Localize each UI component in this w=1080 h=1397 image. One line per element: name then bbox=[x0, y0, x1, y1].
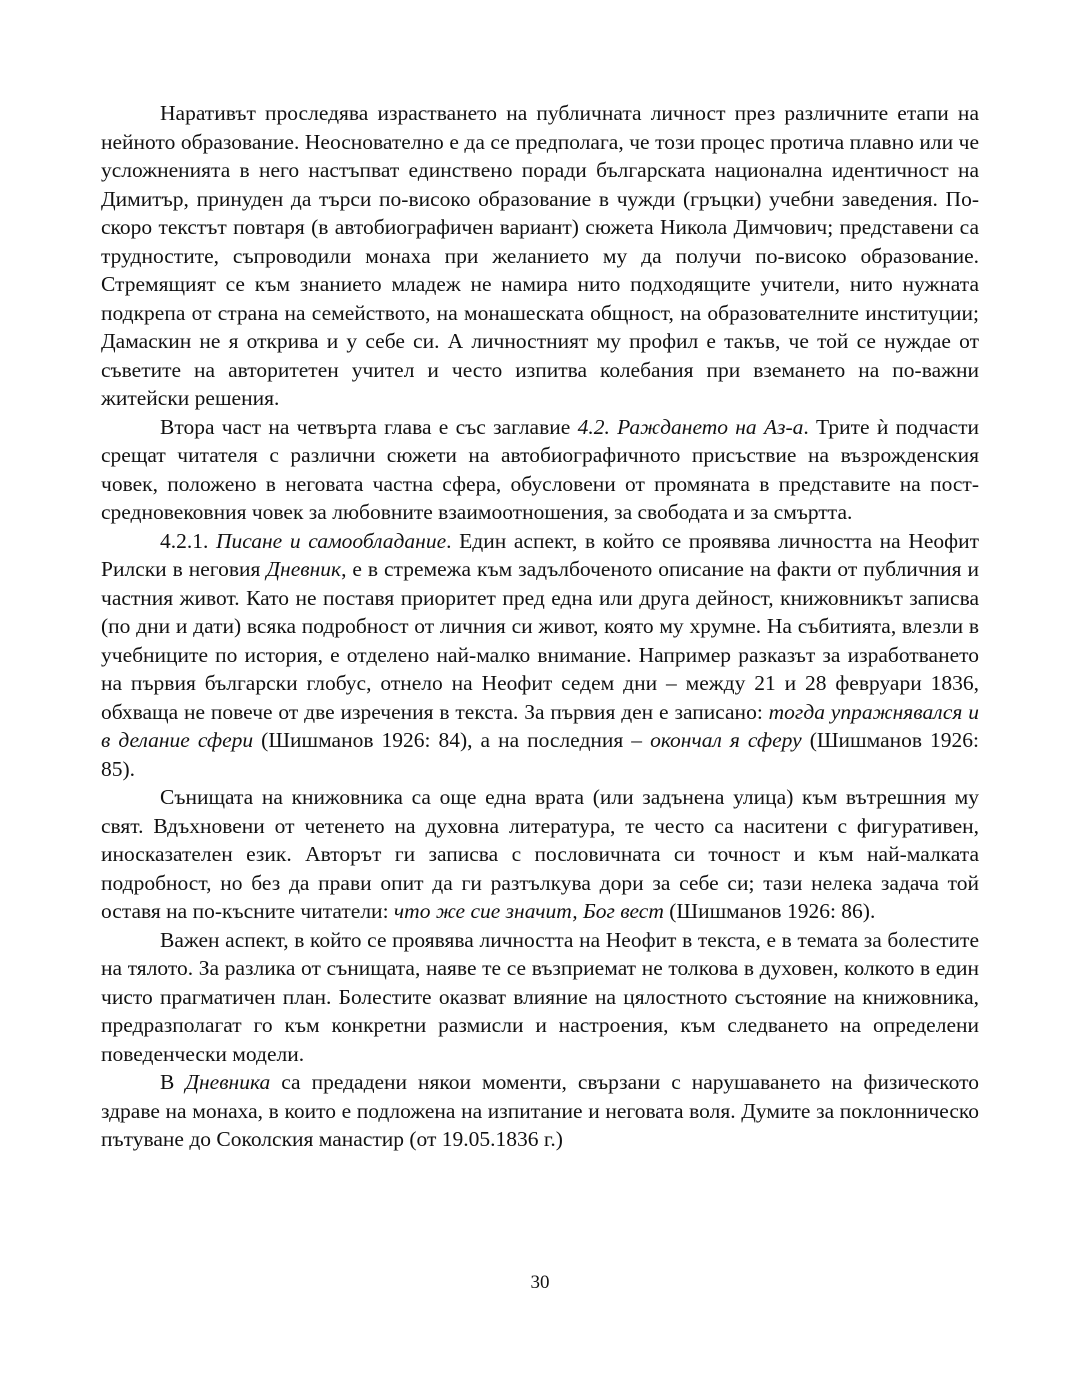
paragraph-6 bbox=[101, 1068, 979, 1154]
paragraph-1 bbox=[101, 99, 979, 413]
document-body bbox=[101, 99, 979, 1154]
paragraph-6-text-b: са предадени някои моменти, свързани с нарушаването на физическото здраве на монаха, в които е подложена на изпитание и неговата воля. Думите за поклонническо пътуване до Соколския манастир (от 19.05.1836 г.) bbox=[101, 1070, 979, 1151]
page-number: 30 bbox=[530, 1272, 550, 1293]
section-title-italic: Писане и самообладание bbox=[216, 528, 447, 553]
quote-italic-2: окончал я сферу bbox=[650, 728, 802, 752]
diary-title-italic-2: Дневника bbox=[185, 1070, 271, 1094]
diary-title-italic: Дневник bbox=[266, 557, 342, 581]
paragraph-2-text-b: . Трите ѝ подчасти срещат читателя с различни сюжети на автобиографичното присъствие на възрожденския човек, положено в неговата частна сфера, обусловени от промяната в представите на пост-средновековния човек за любовните взаимоотношения, за свободата и за смъртта. bbox=[101, 414, 979, 524]
paragraph-4-text-b: (Шишманов 1926: 86). bbox=[663, 899, 876, 923]
chapter-title-italic: 4.2. Раждането на Аз-а bbox=[577, 414, 804, 439]
paragraph-3 bbox=[101, 527, 979, 784]
quote-italic-1: тогда упражнявался и в делание сфери bbox=[101, 699, 979, 752]
paragraph-3-text-e: (Шишманов 1926: 85). bbox=[101, 728, 979, 781]
paragraph-3-text-a: 4.2.1. bbox=[160, 528, 216, 553]
paragraph-2-text-a: Втора част на четвърта глава е със заглавие bbox=[160, 414, 578, 439]
paragraph-3-text-d: (Шишманов 1926: 84), а на последния – bbox=[253, 728, 651, 752]
paragraph-3-text-c: , е в стремежа към задълбоченото описание на факти от публичния и частния живот. Като не поставя приоритет пред една или друга дейност, книжовникът записва (по дни и дати) всяка подробност от личния си живот, която му хрумне. На събитията, влезли в учебниците по история, е отделено най-малко внимание. Например разказът за изработването на първия български глобус, отнело на Неофит седем дни – между 21 и 28 февруари 1836, обхваща не повече от две изречения в текста. За първия ден е записано: bbox=[101, 557, 979, 724]
paragraph-6-text-a: В bbox=[160, 1070, 186, 1094]
paragraph-5 bbox=[101, 926, 979, 1069]
paragraph-4-text-a: Сънищата на книжовника са още една врата (или задънена улица) към вътрешния му свят. Вдъхновени от четенето на духовна литература, те често са наситени с фигуративен, иносказателен език. Авторът ги записва с пословичната си точност и към най-малката подробност, но без да прави опит да ги разтълкува дори за себе си; тази нелека задача той оставя на по-късните читатели: bbox=[101, 785, 979, 923]
paragraph-1-text: Наративът проследява израстването на публичната личност през различните етапи на нейното образование. Неоснователно е да се предполага, че този процес протича плавно или че усложненията в него настъпват единствено поради българската национална идентичност на Димитър, принуден да търси по-високо образование в чужди (гръцки) учебни заведения. По-скоро текстът повтаря (в автобиографичен вариант) сюжета Никола Димчович; представени са трудностите, съпроводили монаха при желанието му да получи по-високо образование. Стремящият се към знанието младеж не намира нито подходящите учители, нито нужната подкрепа от страна на семейството, на монашеската общност, на образователните институции; Дамаскин не я открива и у себе си. А личностният му профил е такъв, че той се нуждае от съветите на авторитетен учител и често изпитва колебания при вземането на по-важни житейски решения. bbox=[101, 101, 979, 410]
quote-italic-3: что же сие значит, Бог вест bbox=[393, 899, 664, 923]
paragraph-4 bbox=[101, 783, 979, 926]
paragraph-3-text-b: . Един аспект, в който се проявява личността на Неофит Рилски в неговия bbox=[101, 528, 979, 581]
paragraph-2 bbox=[101, 413, 979, 527]
paragraph-5-text: Важен аспект, в който се проявява личността на Неофит в текста, е в темата за болестите на тялото. За разлика от сънищата, наяве те се възприемат не толкова в духовен, колкото в един чисто прагматичен план. Болестите оказват влияние на цялостното състояние на книжовника, предразполагат го към конкретни размисли и настроения, към следването на определени поведенчески модели. bbox=[101, 927, 979, 1066]
